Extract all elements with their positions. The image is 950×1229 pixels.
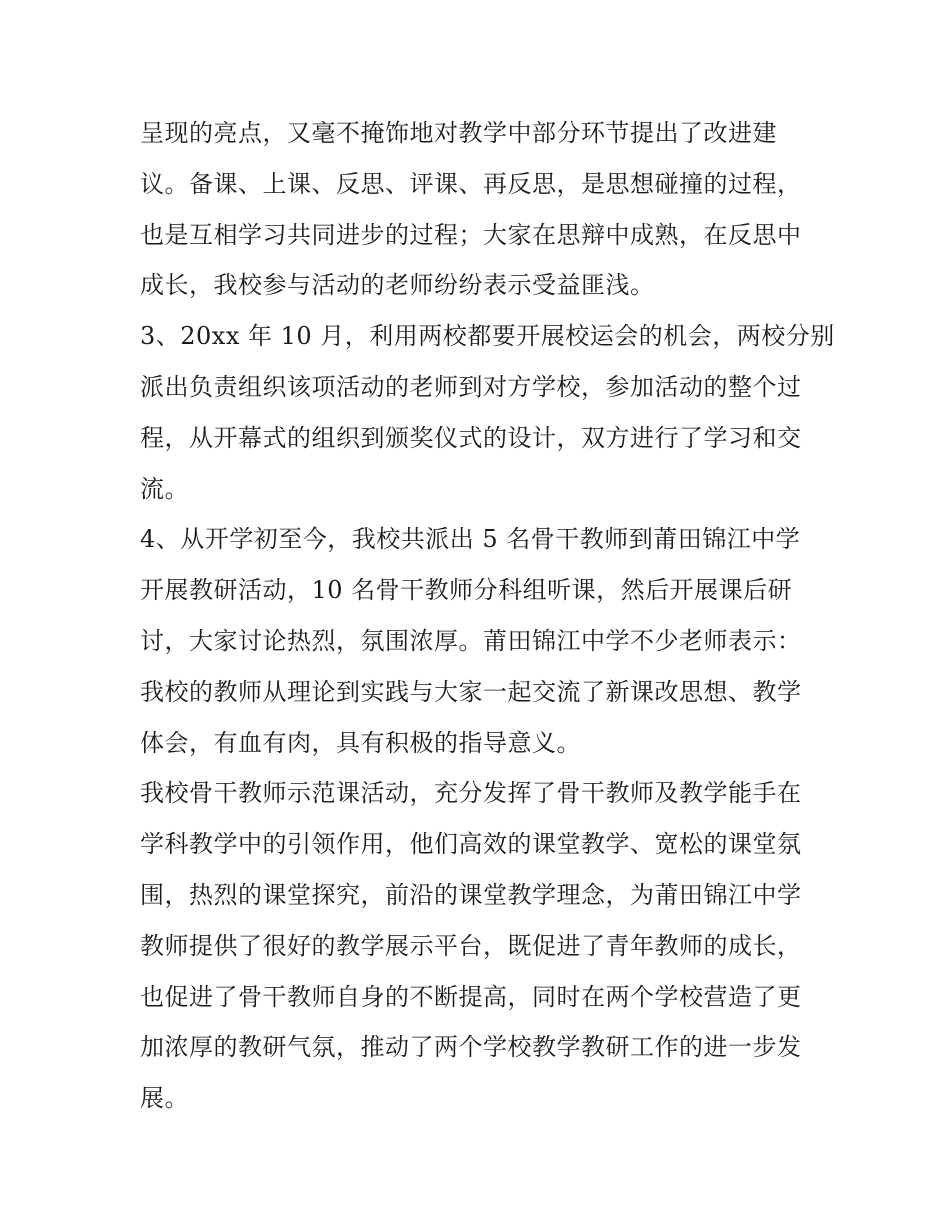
text-line: 呈现的亮点，又毫不掩饰地对教学中部分环节提出了改进建	[140, 119, 777, 147]
text-line: 成长，我校参与活动的老师纷纷表示受益匪浅。	[140, 271, 655, 300]
text-line: 开展教研活动，10 名骨干教师分科组听课，然后开展课后研	[140, 576, 793, 605]
text-line: 流。	[140, 474, 189, 503]
text-line: 加浓厚的教研气氛，推动了两个学校教学教研工作的进一步发	[140, 1033, 802, 1062]
text-line: 教师提供了很好的教学展示平台，既促进了青年教师的成长，	[140, 931, 802, 960]
text-line: 体会，有血有肉，具有积极的指导意义。	[140, 728, 581, 757]
text-line: 讨，大家讨论热烈，氛围浓厚。莆田锦江中学不少老师表示：	[140, 626, 802, 655]
text-line: 程，从开幕式的组织到颁奖仪式的设计，双方进行了学习和交	[140, 423, 802, 452]
text-line: 3、20xx 年 10 月，利用两校都要开展校运会的机会，两校分别	[140, 322, 835, 351]
text-line: 展。	[140, 1084, 189, 1113]
text-line: 我校的教师从理论到实践与大家一起交流了新课改思想、教学	[140, 677, 802, 706]
document-body	[140, 108, 835, 1124]
text-line: 议。备课、上课、反思、评课、再反思，是思想碰撞的过程，	[140, 169, 802, 198]
text-line: 4、从开学初至今，我校共派出 5 名骨干教师到莆田锦江中学	[140, 525, 801, 554]
text-line: 围，热烈的课堂探究，前沿的课堂教学理念，为莆田锦江中学	[140, 880, 802, 909]
text-line: 派出负责组织该项活动的老师到对方学校，参加活动的整个过	[140, 372, 802, 401]
text-line: 我校骨干教师示范课活动，充分发挥了骨干教师及教学能手在	[140, 779, 802, 808]
text-line: 学科教学中的引领作用，他们高效的课堂教学、宽松的课堂氛	[140, 830, 802, 859]
text-line: 也是互相学习共同进步的过程；大家在思辩中成熟，在反思中	[140, 220, 802, 249]
text-line: 也促进了骨干教师自身的不断提高，同时在两个学校营造了更	[140, 982, 802, 1011]
